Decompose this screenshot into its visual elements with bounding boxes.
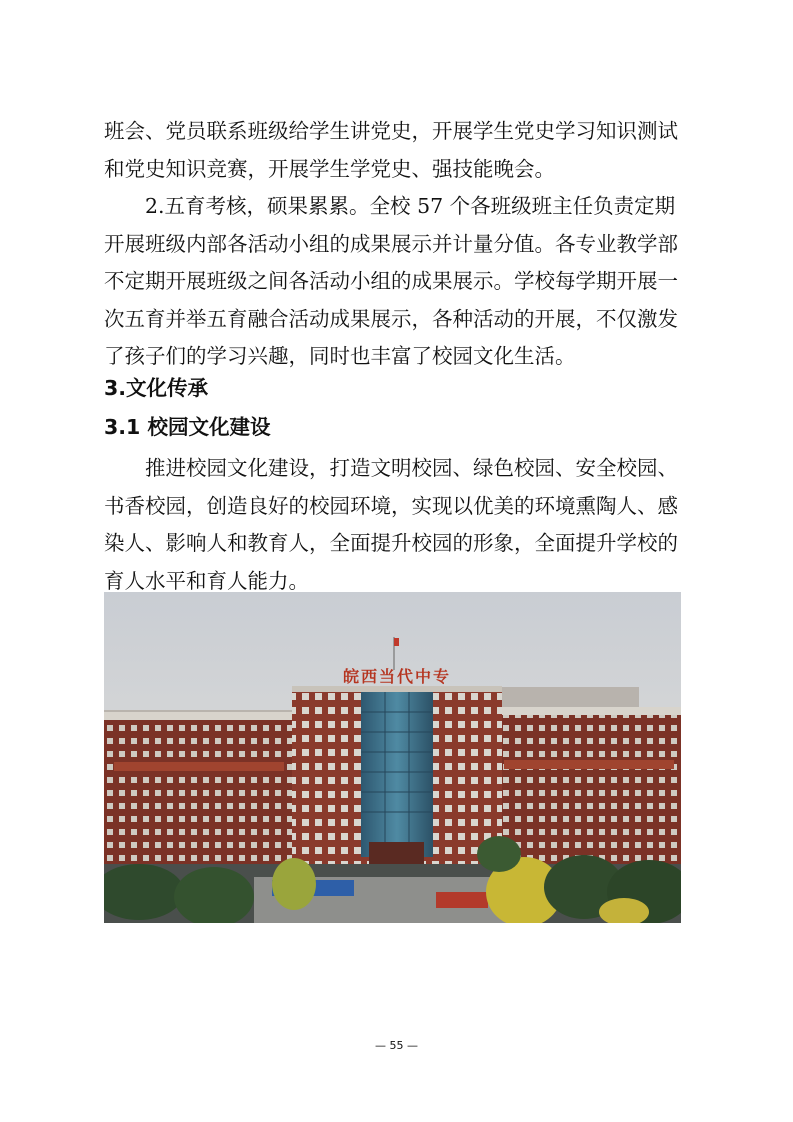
text-line: 推进校园文化建设，打造文明校园、绿色校园、安全校园、 — [145, 456, 678, 480]
text-line: 不定期开展班级之间各活动小组的成果展示。学校每学期开展一 — [104, 269, 678, 293]
section-heading: 3.文化传承 — [104, 376, 209, 400]
text-line: 班会、党员联系班级给学生讲党史，开展学生党史学习知识测试 — [104, 119, 678, 143]
text-line: 开展班级内部各活动小组的成果展示并计量分值。各专业教学部 — [104, 231, 678, 256]
right-wing — [499, 712, 681, 867]
text-line: 书香校园，创造良好的校园环境，实现以优美的环境熏陶人、感 — [104, 493, 678, 518]
text-line: 次五育并举五育融合活动成果展示，各种活动的开展，不仅激发 — [104, 306, 678, 331]
paragraph-3-cont — [104, 488, 692, 601]
paragraph-2-cont — [104, 226, 692, 376]
paragraph-3 — [104, 450, 692, 488]
text-line: 了孩子们的学习兴趣，同时也丰富了校园文化生活。 — [104, 344, 576, 368]
text-line: 育人水平和育人能力。 — [104, 568, 309, 593]
left-wing — [104, 717, 294, 867]
page-number: — 55 — — [375, 1039, 418, 1052]
text-line: 2.五育考核，硕果累累。全校 57 个各班级班主任负责定期 — [145, 194, 676, 218]
text-line: 染人、影响人和教育人，全面提升校园的形象，全面提升学校的 — [104, 531, 678, 555]
glass-atrium — [361, 692, 433, 857]
text-line: 和党史知识竞赛，开展学生学党史、强技能晚会。 — [104, 156, 555, 181]
campus-photo — [104, 592, 681, 923]
paragraph-2 — [104, 188, 692, 226]
paragraph-1 — [104, 113, 692, 188]
rooftop-sign: 皖西当代中专 — [342, 667, 452, 686]
subsection-heading: 3.1 校园文化建设 — [104, 415, 271, 439]
